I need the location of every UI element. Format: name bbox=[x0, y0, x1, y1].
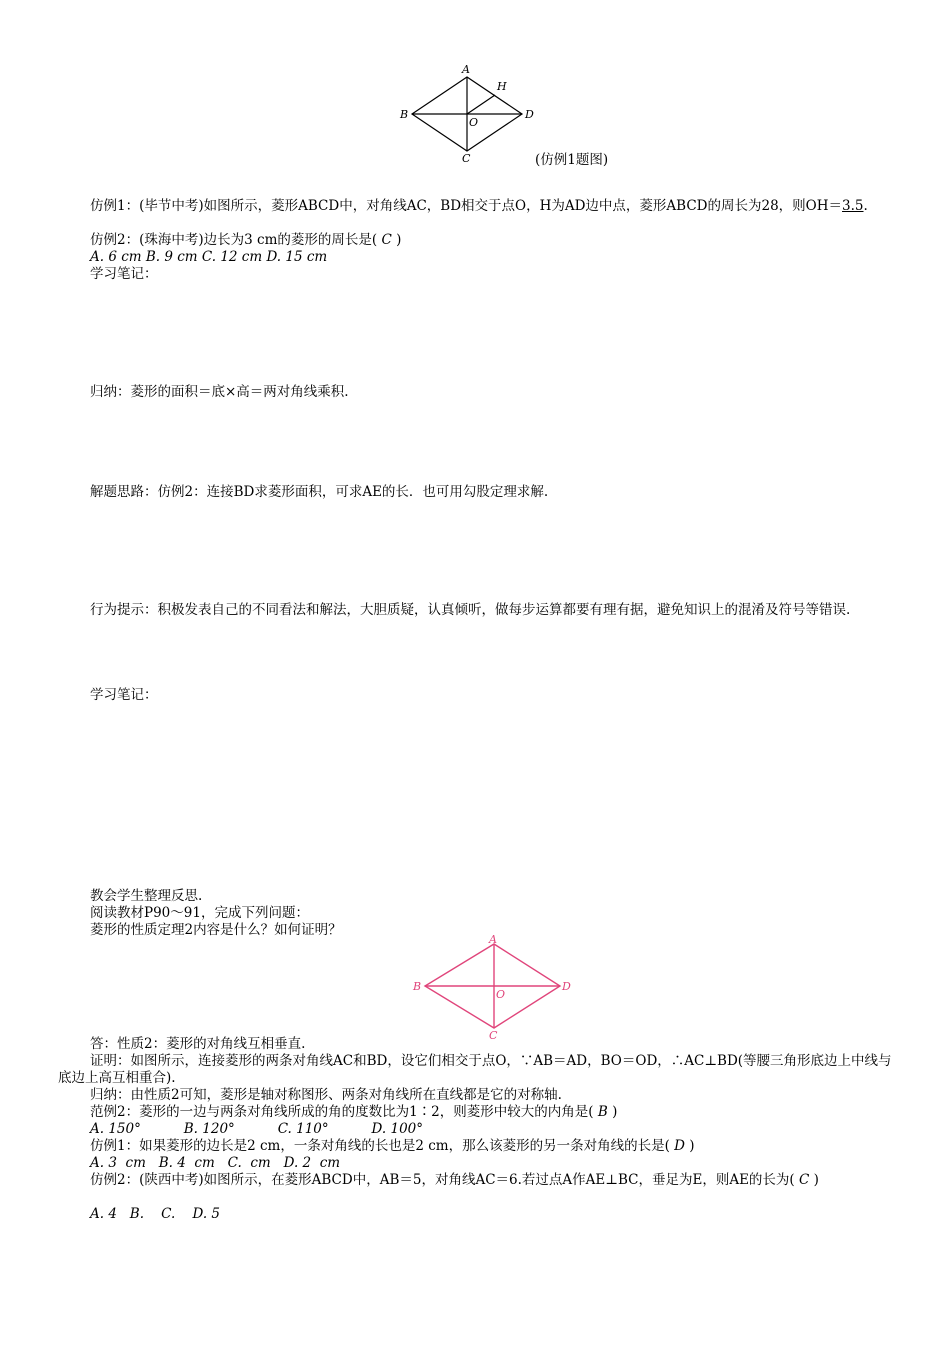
example-2-text: 仿例2：(珠海中考)边长为3 cm的菱形的周长是( bbox=[90, 232, 378, 248]
read-textbook: 阅读教材P90～91，完成下列问题： bbox=[90, 905, 309, 921]
example-2 bbox=[90, 232, 401, 249]
model-2 bbox=[90, 1104, 617, 1121]
label-o-2: O bbox=[496, 988, 506, 1001]
model-2-text: 范例2：菱形的一边与两条对角线所成的角的度数比为1∶2，则菱形中较大的内角是( bbox=[90, 1104, 594, 1120]
model-2-options: A. 150° B. 120° C. 110° D. 100° bbox=[90, 1121, 423, 1137]
answer-property-2: 答：性质2：菱形的对角线互相垂直. bbox=[90, 1036, 306, 1052]
label-a: A bbox=[462, 63, 470, 76]
similar-1-answer: D bbox=[674, 1138, 685, 1154]
model-2-answer: B bbox=[597, 1104, 608, 1120]
label-d-2: D bbox=[562, 980, 571, 993]
similar-2 bbox=[58, 1172, 898, 1189]
figure-1-caption: (仿例1题图) bbox=[535, 152, 609, 168]
similar-1-options: A. 3 cm B. 4 cm C. cm D. 2 cm bbox=[90, 1155, 341, 1171]
label-h: H bbox=[497, 80, 507, 93]
label-b: B bbox=[400, 108, 409, 121]
behavior-hint: 行为提示：积极发表自己的不同看法和解法，大胆质疑，认真倾听，做每步运算都要有理有据，避免知识上的混淆及符号等错误. bbox=[90, 602, 851, 618]
similar-1-end: ) bbox=[689, 1138, 695, 1154]
rhombus-figure-1 bbox=[395, 62, 535, 167]
summary-2: 归纳：由性质2可知，菱形是轴对称图形、两条对角线所在直线都是它的对称轴. bbox=[90, 1087, 562, 1103]
theorem-question: 菱形的性质定理2内容是什么？如何证明？ bbox=[90, 922, 342, 938]
teach-reflect: 教会学生整理反思. bbox=[90, 888, 203, 904]
similar-2-answer: C bbox=[799, 1172, 810, 1188]
similar-1 bbox=[90, 1138, 695, 1155]
label-b-2: B bbox=[413, 980, 422, 993]
label-c: C bbox=[462, 152, 471, 165]
label-a-2: A bbox=[489, 933, 497, 946]
example-2-options: A. 6 cm B. 9 cm C. 12 cm D. 15 cm bbox=[90, 249, 328, 265]
label-c-2: C bbox=[489, 1029, 498, 1042]
similar-1-text: 仿例1：如果菱形的边长是2 cm，一条对角线的长也是2 cm，那么该菱形的另一条对角线的长是( bbox=[90, 1138, 670, 1154]
similar-2-end: ) bbox=[813, 1172, 819, 1188]
model-2-end: ) bbox=[612, 1104, 618, 1120]
proof: 证明：如图所示，连接菱形的两条对角线AC和BD，设它们相交于点O，∵AB＝AD，BO＝OD，∴AC⊥BD(等腰三角形底边上中线与底边上高互相重合). bbox=[58, 1053, 892, 1086]
example-1 bbox=[58, 198, 898, 215]
example-1-answer: 3.5 bbox=[842, 198, 864, 214]
label-d: D bbox=[525, 108, 534, 121]
example-2-end: ) bbox=[396, 232, 402, 248]
similar-2-options: A. 4 B. C. D. 5 bbox=[90, 1206, 220, 1222]
example-1-end: . bbox=[863, 198, 868, 214]
solution-idea: 解题思路：仿例2：连接BD求菱形面积，可求AE的长．也可用勾股定理求解. bbox=[90, 484, 549, 500]
study-notes-1: 学习笔记： bbox=[90, 266, 158, 282]
example-2-answer: C bbox=[381, 232, 392, 248]
rhombus-figure-2 bbox=[408, 932, 576, 1042]
segment-oh bbox=[467, 95, 495, 114]
similar-2-text: 仿例2：(陕西中考)如图所示，在菱形ABCD中，AB＝5，对角线AC＝6.若过点A作AE⊥BC，垂足为E，则AE的长为( bbox=[90, 1172, 795, 1188]
label-o: O bbox=[469, 116, 479, 129]
example-1-text: 仿例1：(毕节中考)如图所示，菱形ABCD中，对角线AC，BD相交于点O，H为AD边中点，菱形ABCD的周长为28，则OH＝ bbox=[90, 198, 843, 214]
study-notes-2: 学习笔记： bbox=[90, 687, 158, 703]
summary-1: 归纳：菱形的面积＝底×高＝两对角线乘积. bbox=[90, 384, 349, 400]
